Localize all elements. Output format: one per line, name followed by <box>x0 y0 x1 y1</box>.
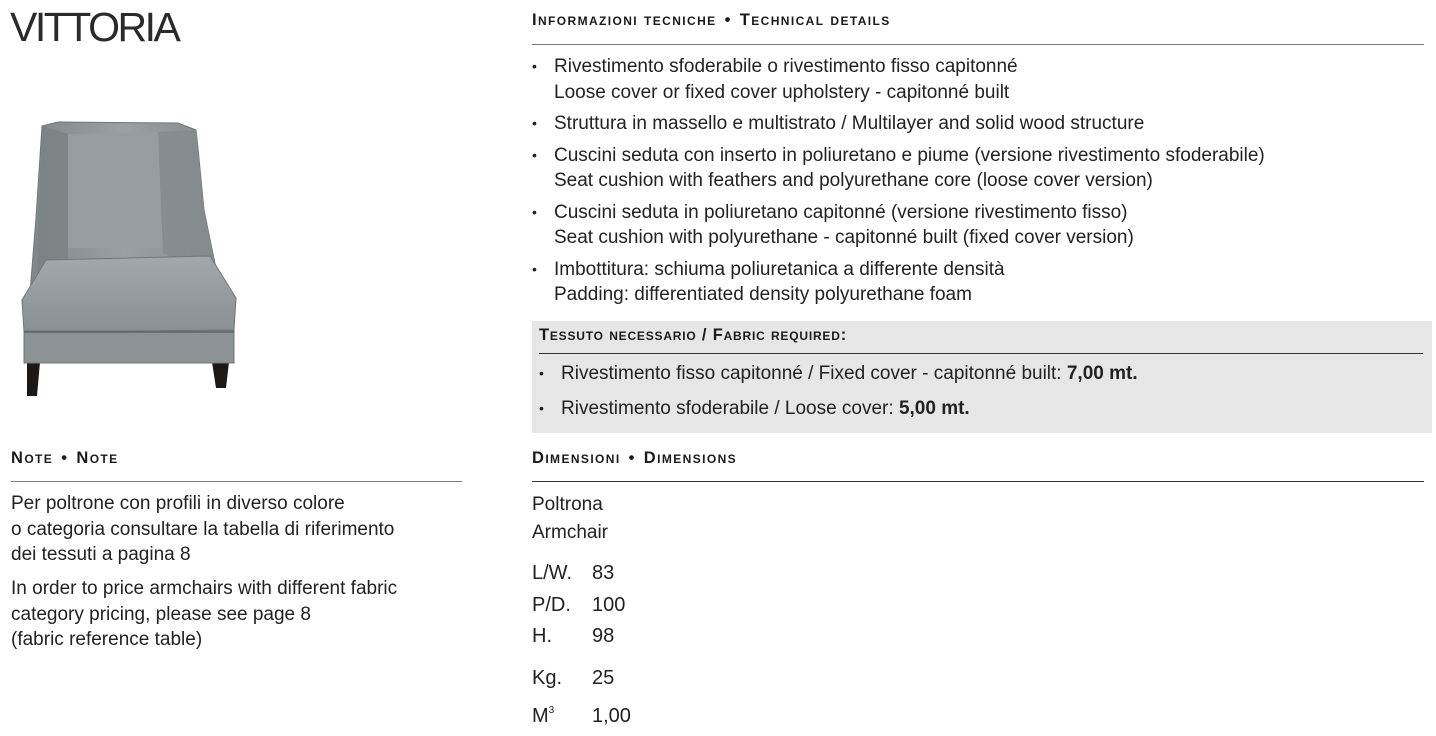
type-it: Poltrona <box>532 494 603 515</box>
notes-heading-en: Note <box>76 449 119 467</box>
notes-en-line: category pricing, please see page 8 <box>11 603 311 625</box>
measure-row <box>532 590 625 622</box>
item-it: • Struttura in massello e multistrato / Multilayer and solid wood structure <box>554 113 1145 134</box>
dimensions-heading <box>532 449 737 468</box>
list-item <box>539 361 1419 387</box>
item-en: Seat cushion with feathers and polyurethane core (loose cover version) <box>554 170 1153 191</box>
technical-heading-en: Technical details <box>739 11 891 29</box>
fabric-label: Rivestimento sfoderabile / Loose cover: <box>561 397 899 419</box>
dimensions-divider <box>532 481 1424 482</box>
fabric-required-box <box>532 321 1432 433</box>
heading-separator: • <box>628 449 636 467</box>
item-en: Padding: differentiated density polyurethane foam <box>554 284 972 305</box>
dimensions-heading-en: Dimensions <box>643 449 738 467</box>
item-en: Loose cover or fixed cover upholstery - capitonné built <box>554 81 1010 103</box>
type-en: Armchair <box>532 522 609 543</box>
list-item <box>532 111 1422 137</box>
product-title: VITTORIA <box>10 4 179 50</box>
measure-row <box>532 621 625 653</box>
dimensions-heading-it: Dimensioni <box>532 449 621 467</box>
notes-paragraph-en <box>11 576 471 653</box>
list-item <box>532 54 1422 105</box>
measure-value: 83 <box>592 562 615 584</box>
measure-label: H. <box>532 625 552 647</box>
item-it: • Imbottitura: schiuma poliuretanica a differente densità <box>554 258 1005 280</box>
measures-block <box>532 558 625 653</box>
notes-it-line: Per poltrone con profili in diverso colore <box>11 493 345 514</box>
weight-volume-block <box>532 663 631 732</box>
item-it: • Cuscini seduta con inserto in poliuretano e piume (versione rivestimento sfoderabile) <box>554 144 1265 166</box>
volume-label: M <box>532 704 549 727</box>
measure-row <box>532 558 625 590</box>
fabric-value: 5,00 mt. <box>898 397 970 419</box>
measure-value: 100 <box>592 593 626 616</box>
list-item <box>532 257 1422 308</box>
heading-separator: • <box>724 11 732 29</box>
measure-label: P/D. <box>532 593 571 616</box>
volume-sup: 3 <box>548 704 555 716</box>
volume-label-wrap <box>532 695 592 733</box>
notes-heading-it: Note <box>11 449 54 467</box>
measure-value: 98 <box>592 625 615 647</box>
armchair-photo <box>18 118 240 400</box>
list-item <box>532 143 1422 194</box>
fabric-heading: Tessuto necessario / Fabric required: <box>539 326 847 344</box>
notes-paragraph-it <box>11 491 471 568</box>
list-item <box>532 200 1422 251</box>
list-item <box>539 396 1419 422</box>
measure-label: L/W. <box>532 562 573 584</box>
technical-heading <box>532 11 891 30</box>
technical-list <box>532 54 1422 314</box>
notes-en-line: (fabric reference table) <box>11 629 203 650</box>
fabric-list <box>539 361 1419 430</box>
item-it: • Cuscini seduta in poliuretano capitonné (versione rivestimento fisso) <box>554 201 1128 223</box>
fabric-value: 7,00 mt. <box>1066 363 1138 384</box>
notes-divider <box>11 481 462 482</box>
volume-row <box>532 695 631 733</box>
notes-it-line: o categoria consultare la tabella di riferimento <box>11 518 395 540</box>
fabric-divider <box>539 353 1423 354</box>
technical-divider <box>532 44 1424 45</box>
item-en: Seat cushion with polyurethane - capitonné built (fixed cover version) <box>554 227 1134 248</box>
heading-separator: • <box>61 449 69 467</box>
weight-label: Kg. <box>532 667 563 689</box>
fabric-label: Rivestimento fisso capitonné / Fixed cover - capitonné built: <box>561 363 1067 384</box>
volume-value: 1,00 <box>592 704 631 727</box>
dimensions-type <box>532 491 608 547</box>
weight-row <box>532 663 631 695</box>
technical-heading-it: Informazioni tecniche <box>532 11 717 29</box>
item-it: • Rivestimento sfoderabile o rivestimento fisso capitonné <box>554 56 1018 77</box>
notes-it-line: dei tessuti a pagina 8 <box>11 544 191 565</box>
notes-heading <box>11 449 119 468</box>
weight-value: 25 <box>592 667 615 689</box>
notes-en-line: In order to price armchairs with different fabric <box>11 578 398 599</box>
